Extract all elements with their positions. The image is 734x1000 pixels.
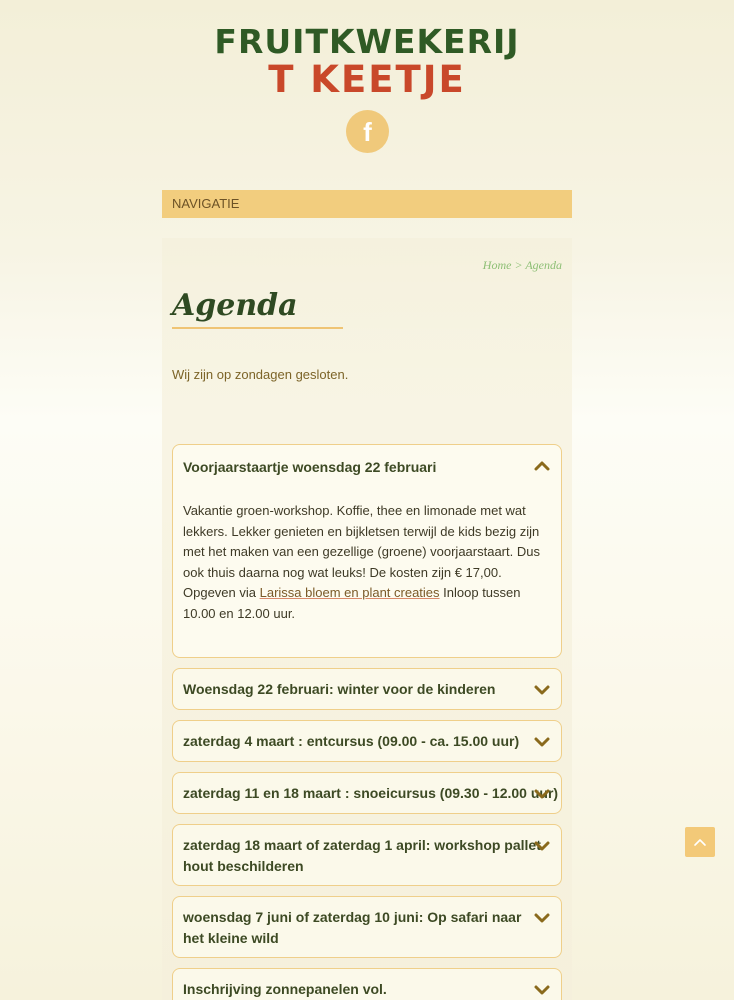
- title-underline: [172, 327, 343, 329]
- logo-line-2: T KEETJE: [268, 58, 466, 101]
- accordion-body-text-end: Inloop tussen 10.00 en 12.00 uur.: [183, 585, 521, 621]
- accordion-item[interactable]: [172, 824, 562, 886]
- accordion-body: [183, 501, 553, 624]
- accordion-title[interactable]: Woensdag 22 februari: winter voor de kinderen: [183, 681, 496, 697]
- accordion-item[interactable]: [172, 720, 562, 762]
- accordion-title[interactable]: woensdag 7 juni of zaterdag 10 juni: Op safari naar het kleine wild: [183, 909, 522, 946]
- intro-text: Wij zijn op zondagen gesloten.: [172, 367, 349, 382]
- accordion-item[interactable]: [172, 772, 562, 814]
- logo-line-1: FRUITKWEKERIJ: [214, 22, 520, 61]
- chevron-down-icon[interactable]: [533, 785, 551, 803]
- chevron-down-icon[interactable]: [533, 681, 551, 699]
- chevron-down-icon[interactable]: [533, 909, 551, 927]
- accordion-item[interactable]: [172, 896, 562, 958]
- site-logo[interactable]: [0, 24, 734, 100]
- accordion-title[interactable]: Voorjaarstaartje woensdag 22 februari: [183, 459, 437, 475]
- accordion-item[interactable]: [172, 668, 562, 710]
- accordion-title[interactable]: Inschrijving zonnepanelen vol.: [183, 981, 387, 997]
- chevron-down-icon[interactable]: [533, 981, 551, 999]
- accordion-title[interactable]: zaterdag 11 en 18 maart : snoeicursus (09.30 - 12.00 uur): [183, 785, 559, 801]
- accordion-item[interactable]: [172, 968, 562, 1000]
- breadcrumb[interactable]: Home > Agenda: [482, 258, 562, 272]
- accordion-body-text: Vakantie groen-workshop. Koffie, thee en limonade met wat lekkers. Lekker genieten en bijkletsen terwijl de kids bezig zijn met het maken van een gezellige (groene) voorjaarstaart. Dus ook thuis daarna nog wat leuks! De kosten zijn € 17,00. Opgeven via: [183, 503, 540, 600]
- back-to-top-button[interactable]: [685, 827, 715, 857]
- main-content: [162, 238, 572, 1000]
- accordion-item[interactable]: [172, 444, 562, 658]
- chevron-up-icon[interactable]: [533, 457, 551, 475]
- chevron-down-icon[interactable]: [533, 837, 551, 855]
- navigation-toggle[interactable]: NAVIGATIE: [162, 190, 572, 218]
- accordion-title[interactable]: zaterdag 4 maart : entcursus (09.00 - ca. 15.00 uur): [183, 733, 520, 749]
- page-title: Agenda: [172, 288, 298, 323]
- larissa-link[interactable]: Larissa bloem en plant creaties: [259, 585, 440, 600]
- arrow-up-icon: [685, 827, 715, 857]
- accordion-title[interactable]: zaterdag 18 maart of zaterdag 1 april: workshop pallet hout beschilderen: [183, 837, 541, 874]
- facebook-icon[interactable]: f: [346, 110, 389, 153]
- chevron-down-icon[interactable]: [533, 733, 551, 751]
